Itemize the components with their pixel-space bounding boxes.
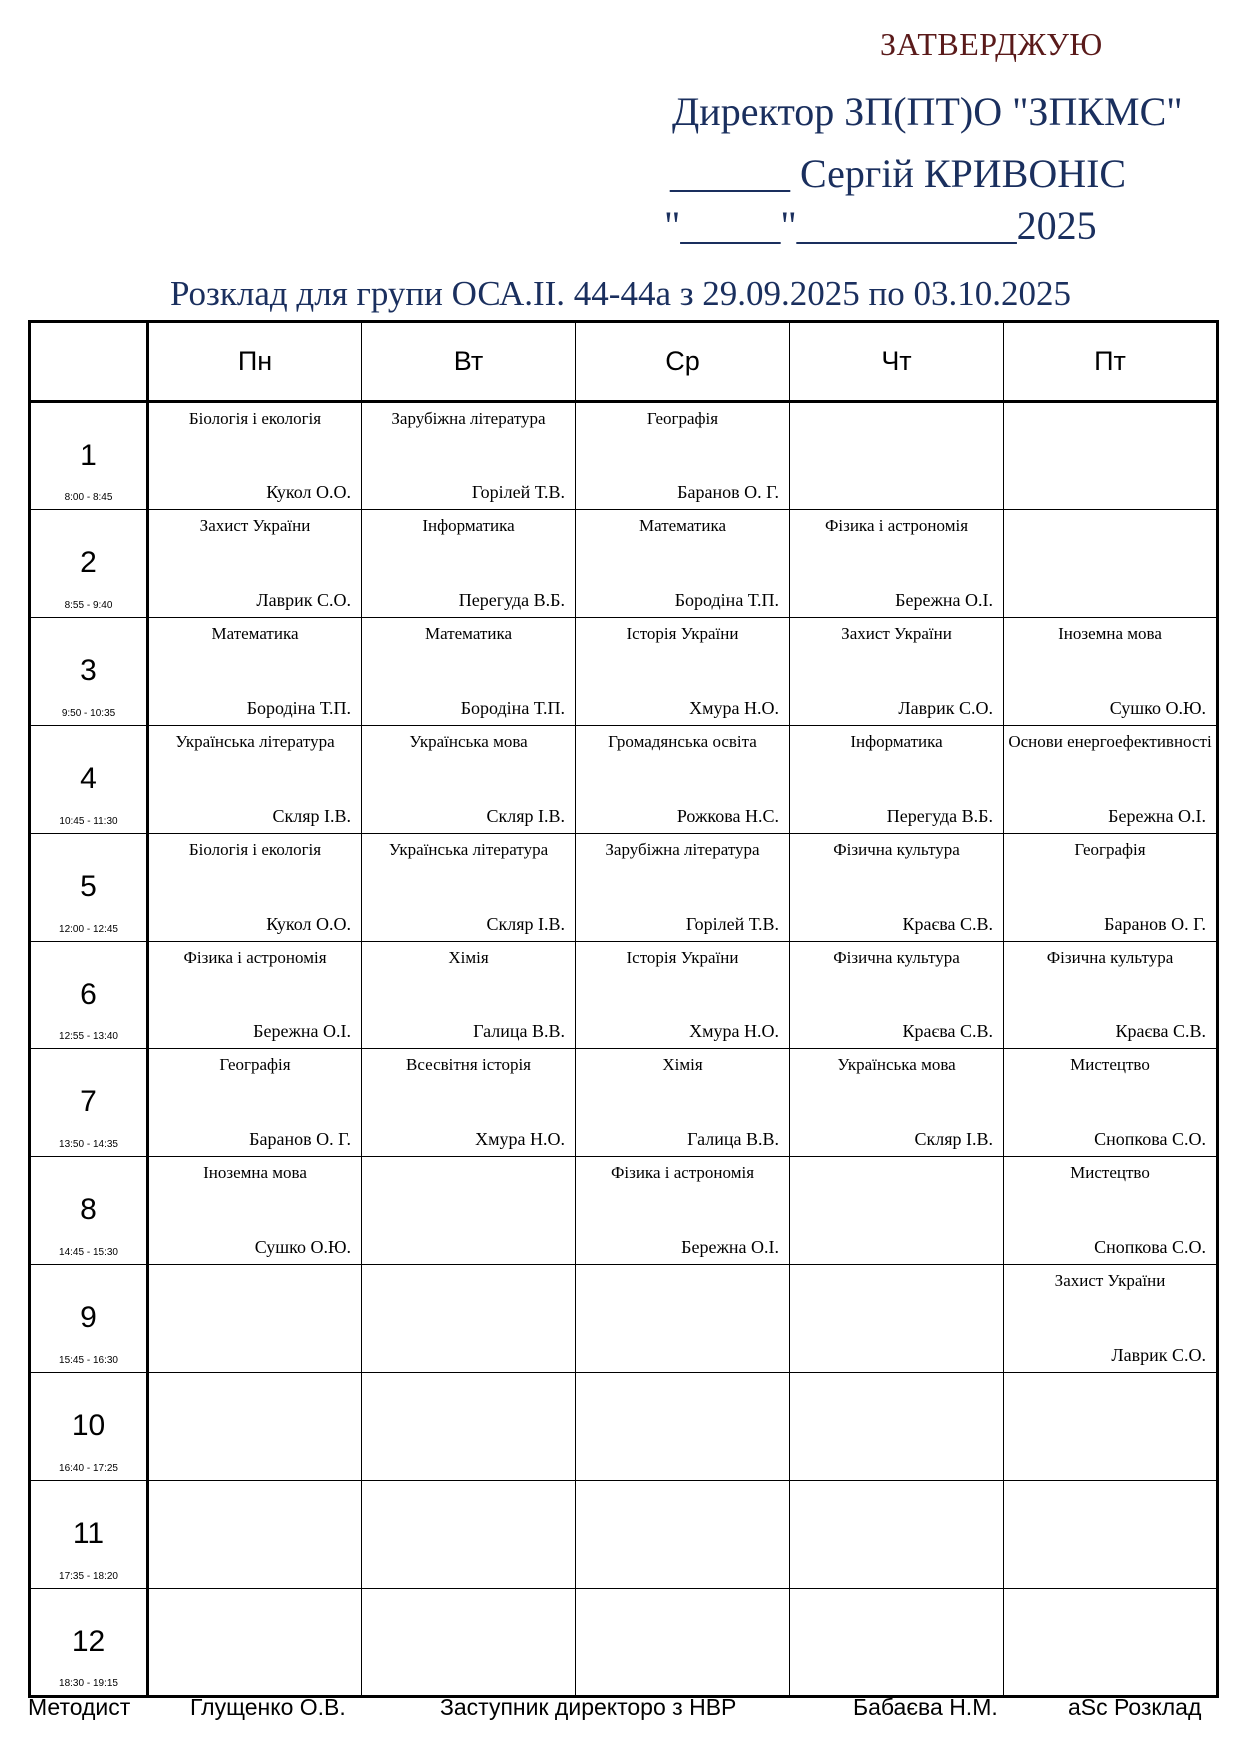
lesson-cell [576,1265,790,1373]
teacher-name: Перегуда В.Б. [458,589,565,610]
subject-name: Основи енергоефективності [1008,731,1212,751]
teacher-name: Сушко О.Ю. [1109,697,1206,718]
period-time: 12:00 - 12:45 [59,923,118,935]
teacher-name: Баранов О. Г. [1104,913,1206,934]
teacher-name: Лаврик С.О. [1111,1345,1206,1366]
period-time: 14:45 - 15:30 [59,1247,118,1259]
teacher-name: Скляр І.В. [914,1129,993,1150]
lesson-cell [576,833,790,941]
lesson-cell [1004,941,1218,1049]
subject-name: Іноземна мова [203,1163,307,1183]
subject-name: Історія України [626,947,739,967]
lesson-cell [362,725,576,833]
subject-name: Українська література [175,731,335,751]
subject-name: Українська мова [837,1055,956,1075]
period-row [30,941,1218,1049]
lesson-cell [576,1588,790,1696]
period-number: 3 [80,653,97,687]
lesson-cell [1004,1265,1218,1373]
approval-label: ЗАТВЕРДЖУЮ [880,26,1103,62]
subject-name: Біологія і екологія [188,839,322,859]
period-time: 13:50 - 14:35 [59,1139,118,1151]
subject-name: Фізична культура [833,839,960,859]
lesson-cell [362,1049,576,1157]
day-header: Пт [1004,322,1218,402]
subject-name: Математика [424,623,513,643]
lesson-cell [148,1049,362,1157]
lesson-cell [1004,1588,1218,1696]
teacher-name: Рожкова Н.С. [676,805,779,826]
period-row [30,1373,1218,1481]
lesson-cell [148,617,362,725]
methodist-label: Методист [28,1694,131,1720]
schedule-table [28,320,1219,1698]
teacher-name: Лаврик С.О. [256,589,351,610]
lesson-cell [148,1373,362,1481]
teacher-name: Горілей Т.В. [685,913,779,934]
subject-name: Захист України [1054,1271,1166,1291]
period-row [30,1588,1218,1696]
period-time: 16:40 - 17:25 [59,1463,118,1475]
period-time: 18:30 - 19:15 [59,1678,118,1689]
lesson-cell [1004,509,1218,617]
lesson-cell [790,1049,1004,1157]
period-cell [30,402,148,510]
lesson-cell [790,833,1004,941]
day-header: Ср [576,322,790,402]
deputy-name: Бабаєва Н.М. [853,1694,998,1720]
teacher-name: Галица В.В. [687,1129,779,1150]
teacher-name: Бородіна Т.П. [674,589,779,610]
corner-cell [30,322,148,402]
lesson-cell [790,617,1004,725]
teacher-name: Бородіна Т.П. [460,697,565,718]
teacher-name: Баранов О. Г. [249,1129,351,1150]
lesson-cell [576,617,790,725]
lesson-cell [576,1157,790,1265]
lesson-cell [362,1481,576,1589]
lesson-cell [362,1265,576,1373]
period-cell [30,725,148,833]
lesson-cell [576,509,790,617]
lesson-cell [790,1588,1004,1696]
lesson-cell [576,402,790,510]
period-time: 9:50 - 10:35 [61,707,116,719]
period-cell [30,509,148,617]
subject-name: Мистецтво [1070,1055,1150,1075]
teacher-name: Бережна О.І. [1108,805,1206,826]
lesson-cell [148,1481,362,1589]
subject-name: Географія [1074,839,1146,859]
subject-name: Фізика і астрономія [183,947,327,967]
teacher-name: Хмура Н.О. [689,1021,779,1042]
teacher-name: Хмура Н.О. [689,697,779,718]
period-number: 9 [80,1301,97,1335]
schedule-title: Розклад для групи ОСА.ІІ. 44-44а з 29.09.2025 по 03.10.2025 [169,274,1072,313]
lesson-cell [576,1481,790,1589]
period-number: 4 [80,761,97,795]
day-header: Чт [790,322,1004,402]
lesson-cell [576,1049,790,1157]
subject-name: Фізична культура [833,947,960,967]
date-line: "_____"___________2025 [664,203,1097,248]
period-number: 10 [71,1409,106,1443]
lesson-cell [362,509,576,617]
lesson-cell [362,833,576,941]
lesson-cell [1004,617,1218,725]
lesson-cell [1004,833,1218,941]
period-number: 2 [80,545,97,579]
lesson-cell [148,402,362,510]
teacher-name: Бережна О.І. [681,1237,779,1258]
period-cell [30,617,148,725]
lesson-cell [576,1373,790,1481]
period-cell [30,1157,148,1265]
lesson-cell [1004,725,1218,833]
lesson-cell [1004,1481,1218,1589]
period-time: 17:35 - 18:20 [59,1570,118,1582]
day-header: Пн [148,322,362,402]
period-row [30,725,1218,833]
teacher-name: Кукол О.О. [266,913,351,934]
teacher-name: Перегуда В.Б. [886,805,993,826]
subject-name: Географія [646,409,719,428]
teacher-name: Бережна О.І. [895,589,993,610]
subject-name: Історія України [626,623,739,643]
teacher-name: Скляр І.В. [486,913,565,934]
lesson-cell [148,725,362,833]
period-number: 12 [71,1624,106,1658]
subject-name: Українська мова [409,731,528,751]
teacher-name: Краєва С.В. [902,913,993,934]
subject-name: Біологія і екологія [188,409,322,428]
lesson-cell [576,941,790,1049]
director-title: Директор ЗП(ПТ)О "ЗПКМС" [672,89,1183,134]
methodist-name: Глущенко О.В. [190,1694,346,1720]
lesson-cell [790,941,1004,1049]
lesson-cell [362,1588,576,1696]
header-row [30,322,1218,402]
lesson-cell [1004,1373,1218,1481]
subject-name: Хімія [662,1055,703,1075]
lesson-cell [576,725,790,833]
lesson-cell [790,725,1004,833]
teacher-name: Скляр І.В. [486,805,565,826]
period-cell [30,941,148,1049]
teacher-name: Сушко О.Ю. [254,1237,351,1258]
subject-name: Громадянська освіта [608,731,757,751]
teacher-name: Лаврик С.О. [898,697,993,718]
period-number: 8 [80,1193,97,1227]
teacher-name: Снопкова С.О. [1094,1237,1206,1258]
period-time: 8:55 - 9:40 [64,599,113,611]
subject-name: Українська література [388,839,549,859]
period-cell [30,833,148,941]
period-cell [30,1373,148,1481]
teacher-name: Краєва С.В. [902,1021,993,1042]
subject-name: Хімія [448,947,489,967]
subject-name: Фізика і астрономія [610,1163,755,1183]
subject-name: Математика [638,515,727,535]
subject-name: Мистецтво [1070,1163,1150,1183]
teacher-name: Бородіна Т.П. [246,697,351,718]
lesson-cell [148,941,362,1049]
period-time: 12:55 - 13:40 [59,1031,118,1043]
subject-name: Іноземна мова [1058,623,1162,643]
subject-name: Інформатика [422,515,515,535]
period-time: 10:45 - 11:30 [59,815,118,827]
subject-name: Математика [211,623,299,643]
period-row [30,617,1218,725]
period-row [30,1157,1218,1265]
period-number: 5 [80,869,97,903]
lesson-cell [790,509,1004,617]
teacher-name: Баранов О. Г. [677,481,779,502]
subject-name: Інформатика [850,731,943,751]
lesson-cell [362,1157,576,1265]
period-number: 7 [80,1085,97,1119]
period-cell [30,1265,148,1373]
teacher-name: Галица В.В. [473,1021,565,1042]
signature-line: ______ Сергій КРИВОНІС [670,151,1127,196]
lesson-cell [1004,1157,1218,1265]
period-cell [30,1588,148,1696]
period-number: 1 [80,439,97,472]
lesson-cell [148,1265,362,1373]
subject-name: Всесвітня історія [406,1055,531,1075]
period-time: 15:45 - 16:30 [59,1355,118,1367]
period-row [30,402,1218,510]
lesson-cell [362,402,576,510]
lesson-cell [148,509,362,617]
teacher-name: Кукол О.О. [266,481,351,502]
subject-name: Фізика і астрономія [824,515,969,535]
period-row [30,1049,1218,1157]
teacher-name: Горілей Т.В. [471,481,565,502]
period-cell [30,1481,148,1589]
lesson-cell [790,1373,1004,1481]
subject-name: Захист України [199,515,311,535]
lesson-cell [1004,402,1218,510]
lesson-cell [362,1373,576,1481]
period-number: 6 [80,977,97,1011]
teacher-name: Хмура Н.О. [475,1129,565,1150]
subject-name: Зарубіжна література [391,409,546,428]
teacher-name: Скляр І.В. [272,805,351,826]
lesson-cell [790,1481,1004,1589]
period-number: 11 [72,1517,105,1551]
period-time: 8:00 - 8:45 [64,491,113,503]
lesson-cell [1004,1049,1218,1157]
lesson-cell [790,402,1004,510]
lesson-cell [790,1265,1004,1373]
period-cell [30,1049,148,1157]
period-row [30,1265,1218,1373]
lesson-cell [362,617,576,725]
teacher-name: Снопкова С.О. [1094,1129,1206,1150]
subject-name: Географія [219,1055,291,1075]
subject-name: Зарубіжна література [605,839,760,859]
period-row [30,509,1218,617]
period-row [30,833,1218,941]
lesson-cell [790,1157,1004,1265]
teacher-name: Бережна О.І. [253,1021,351,1042]
deputy-label: Заступник директоро з НВР [440,1694,737,1720]
period-row [30,1481,1218,1589]
lesson-cell [148,1157,362,1265]
lesson-cell [362,941,576,1049]
software-label: aSc Розклад [1068,1694,1202,1720]
teacher-name: Краєва С.В. [1115,1021,1206,1042]
lesson-cell [148,1588,362,1696]
subject-name: Фізична культура [1046,947,1174,967]
day-header: Вт [362,322,576,402]
schedule-body [30,402,1218,1697]
lesson-cell [148,833,362,941]
subject-name: Захист України [841,623,952,643]
